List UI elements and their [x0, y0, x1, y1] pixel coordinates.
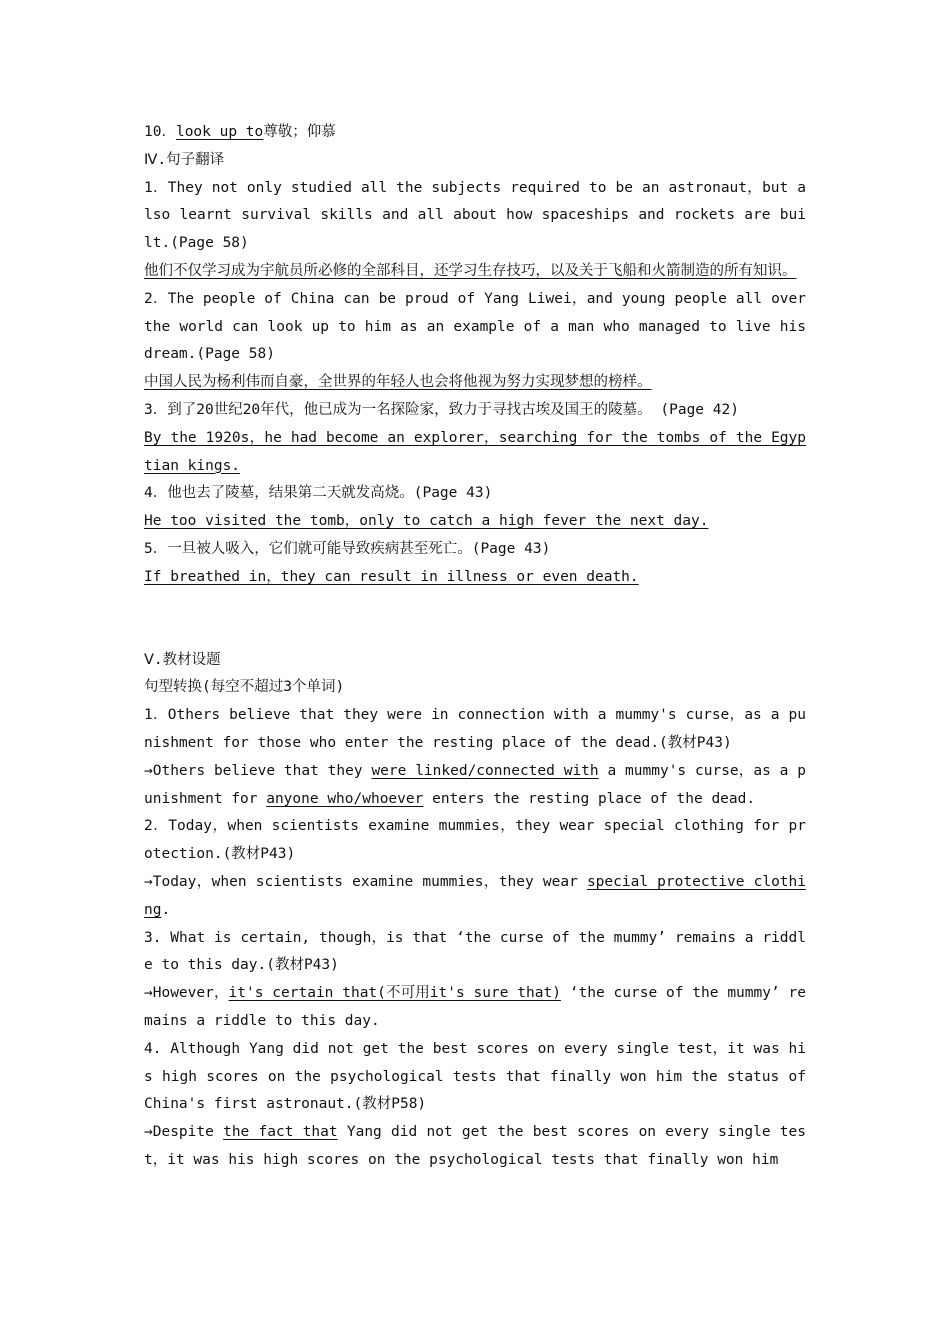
- answer-blank: special protective clothing: [144, 873, 806, 918]
- answer-blank: look up to: [175, 124, 264, 140]
- translation-answer-2: 中国人民为杨利伟而自豪，全世界的年轻人也会将他视为努力实现梦想的榜样。: [144, 374, 652, 391]
- rewrite-question-4: 4. Although Yang did not get the best scores on every single test，it was his high scores on the psychological tests that finally won him the status of China's first astronaut.(教材P58): [144, 1040, 815, 1113]
- item-10: 10．look up to尊敬；仰慕: [144, 124, 336, 140]
- rewrite-answer-3: →However，it's certain that(不可用it's sure that) ‘the curse of the mummy’ remains a riddle to this day.: [144, 985, 806, 1029]
- rewrite-question-1: 1．Others believe that they were in connection with a mummy's curse，as a punishment for those who enter the resting place of the dead.(教材P43): [144, 707, 806, 751]
- translation-question-2: 2．The people of China can be proud of Yang Liwei，and young people all over the world can look up to him as an example of a man who managed to live his dream.(Page 58): [144, 290, 815, 363]
- translation-answer-3: By the 1920s，he had become an explorer，searching for the tombs of the Egyptian kings.: [144, 429, 806, 474]
- rewrite-question-2: 2．Today，when scientists examine mummies，they wear special clothing for protection.(教材P43): [144, 818, 806, 863]
- section-spacer: [144, 592, 806, 647]
- rewrite-answer-2: →Today，when scientists examine mummies，they wear special protective clothing.: [144, 873, 806, 918]
- answer-blank: were linked/connected with: [371, 762, 599, 779]
- rewrite-answer-1: →Others believe that they were linked/connected with a mummy's curse，as a punishment for anyone who/whoever enters the resting place of the dead.: [144, 762, 806, 807]
- answer-blank: the fact that: [223, 1124, 338, 1141]
- section-4-heading: Ⅳ.句子翻译: [144, 151, 225, 168]
- rewrite-question-3: 3. What is certain, though，is that ‘the curse of the mummy’ remains a riddle to this day.(教材P43): [144, 929, 806, 974]
- translation-question-3: 3．到了20世纪20年代，他已成为一名探险家，致力于寻找古埃及国王的陵墓。 (Page 42): [144, 401, 739, 418]
- answer-blank: anyone who/whoever: [266, 790, 424, 807]
- rewrite-answer-4: →Despite the fact that Yang did not get the best scores on every single test，it was his high scores on the psychological tests that finally won him: [144, 1124, 806, 1168]
- section-5-subheading: 句型转换(每空不超过3个单词): [144, 679, 345, 696]
- translation-answer-5: If breathed in，they can result in illness or even death.: [144, 568, 639, 585]
- translation-question-5: 5．一旦被人吸入，它们就可能导致疾病甚至死亡。(Page 43): [144, 540, 551, 557]
- document-page: [144, 119, 815, 1175]
- section-5-heading: Ⅴ.教材设题: [144, 651, 221, 668]
- translation-question-4: 4．他也去了陵墓，结果第二天就发高烧。(Page 43): [144, 485, 493, 502]
- translation-answer-4: He too visited the tomb，only to catch a high fever the next day.: [144, 513, 709, 530]
- answer-blank: it's certain that(不可用it's sure that): [228, 985, 561, 1002]
- translation-answer-1: 他们不仅学习成为宇航员所必修的全部科目，还学习生存技巧，以及关于飞船和火箭制造的所有知识。: [144, 262, 797, 279]
- translation-question-1: 1．They not only studied all the subjects required to be an astronaut，but also learnt survival skills and all about how spaceships and rockets are built.(Page 58): [144, 179, 806, 252]
